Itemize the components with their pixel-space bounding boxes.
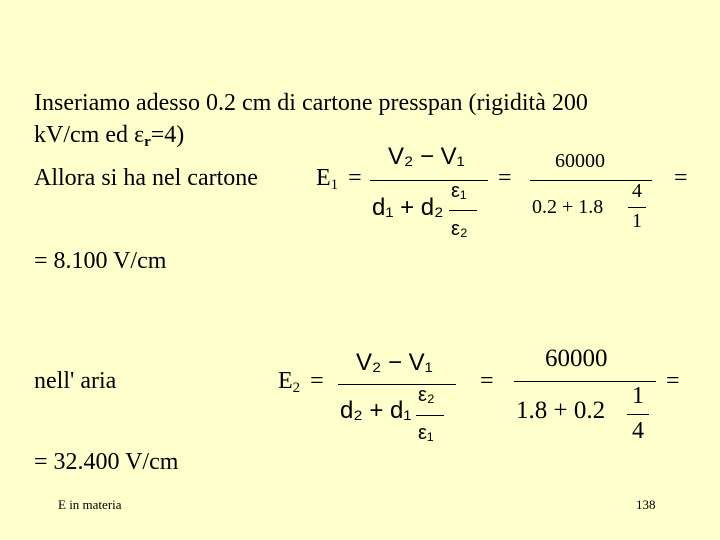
- intro-line-2-text: kV/cm ed ε: [34, 122, 145, 148]
- formula2-eps-numerator: ε₂: [418, 384, 435, 406]
- formula2-equals-3: =: [666, 368, 680, 394]
- formula1-eps-numerator: ε₁: [451, 180, 467, 202]
- formula2-eps-denominator: ε₁: [418, 422, 434, 444]
- aria-label: nell' aria: [34, 368, 117, 394]
- intro-line-1: Inseriamo adesso 0.2 cm di cartone presspan (rigidità 200: [34, 90, 588, 116]
- footer-title: E in materia: [58, 497, 122, 512]
- e1-letter: E: [316, 165, 331, 191]
- intro-line-2: [34, 122, 184, 151]
- formula2-value-bar: [514, 381, 656, 382]
- e2-subscript: 2: [292, 380, 301, 396]
- formula1-value-numerator: 60000: [555, 150, 605, 172]
- intro-line-2-end: =4): [150, 122, 185, 148]
- formula1-value-denominator: 0.2 + 1.8: [532, 196, 604, 218]
- formula1-main-bar: [370, 180, 488, 181]
- epsilon-r-subscript: r: [144, 134, 151, 150]
- formula2-eps-bar: [416, 415, 444, 416]
- cartone-label: Allora si ha nel cartone: [34, 165, 258, 191]
- formula2-ratio-numerator: 1: [632, 383, 644, 409]
- e2-letter: E: [278, 368, 293, 394]
- page-number: 138: [636, 497, 656, 512]
- formula1-eps-bar: [449, 210, 477, 211]
- e1-subscript: 1: [330, 177, 339, 193]
- e2-symbol: [278, 368, 324, 397]
- formula2-value-numerator: 60000: [545, 345, 608, 372]
- formula1-ratio-numerator: 4: [632, 180, 642, 202]
- result-e2: = 32.400 V/cm: [34, 449, 179, 475]
- formula1-ratio-bar: [628, 207, 646, 208]
- formula2-main-bar: [338, 384, 456, 385]
- formula1-equals-3: =: [674, 165, 688, 191]
- e2-equals: =: [310, 368, 324, 394]
- formula1-numerator: V₂ − V₁: [388, 143, 465, 170]
- formula2-ratio-denominator: 4: [632, 418, 644, 444]
- e1-equals: =: [348, 165, 362, 191]
- formula2-denominator-sum: d₂ + d₁: [340, 397, 412, 424]
- formula1-equals-2: =: [498, 165, 512, 191]
- formula2-ratio-bar: [627, 414, 649, 415]
- result-e1: = 8.100 V/cm: [34, 248, 167, 274]
- formula2-numerator: V₂ − V₁: [356, 349, 433, 376]
- e1-symbol: [316, 165, 362, 194]
- formula1-denominator-sum: d₁ + d₂: [372, 194, 444, 221]
- formula2-equals-2: =: [480, 368, 494, 394]
- formula1-eps-denominator: ε₂: [451, 218, 468, 240]
- formula1-ratio-denominator: 1: [632, 210, 642, 232]
- formula2-value-denominator: 1.8 + 0.2: [516, 397, 606, 424]
